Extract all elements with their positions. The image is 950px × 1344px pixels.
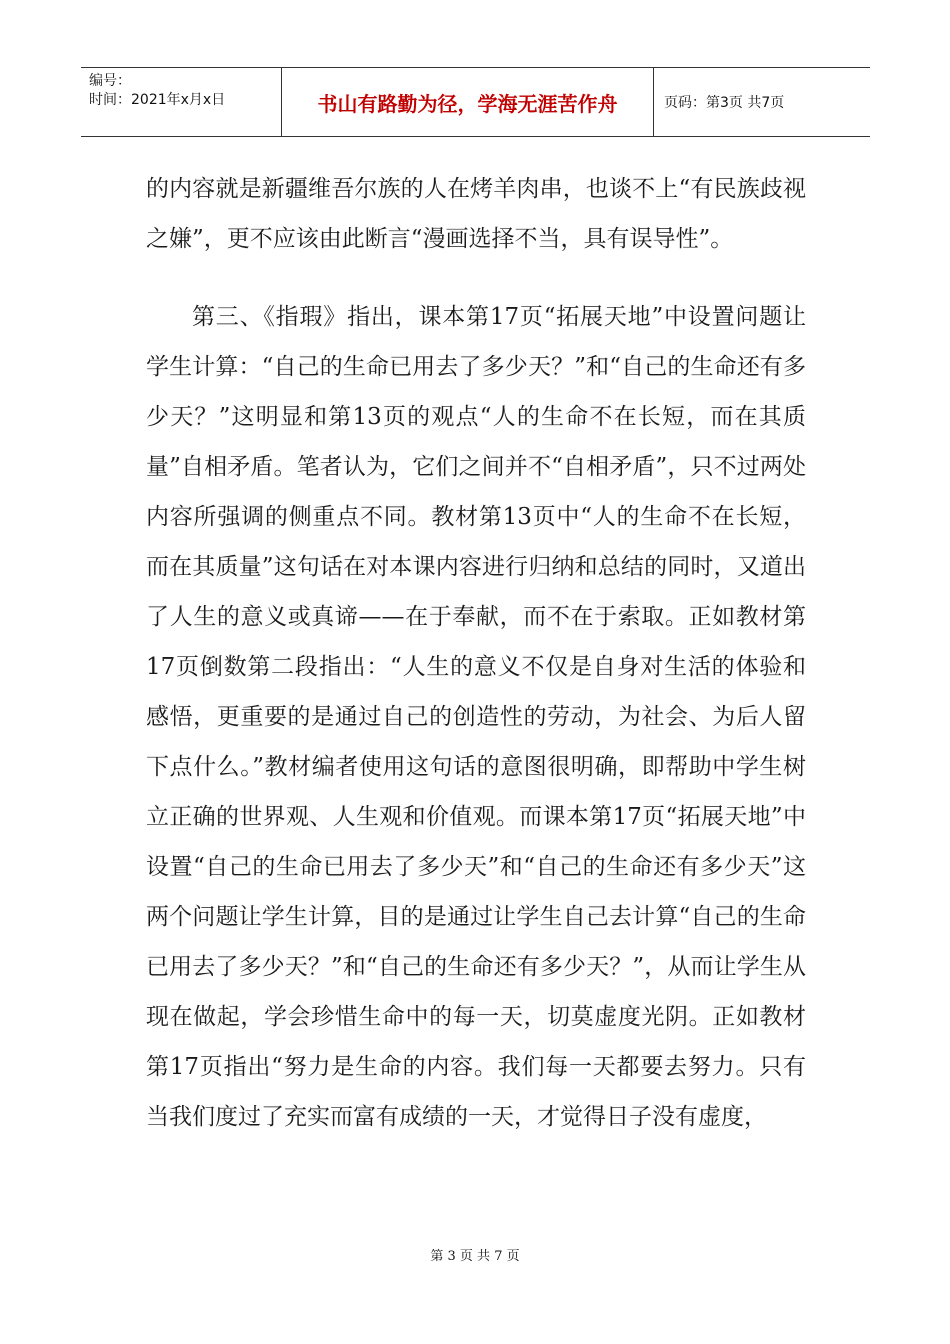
header-meta (81, 68, 282, 136)
document-body (146, 164, 806, 1142)
page-footer: 第 3 页 共 7 页 (430, 1249, 520, 1264)
header-motto: 书山有路勤为径，学海无涯苦作舟 (282, 68, 654, 136)
header-page-info: 页码：第3页 共7页 (664, 95, 785, 111)
number-label: 编号： (89, 73, 131, 89)
paragraph: 第三、《指瑕》指出，课本第17页“拓展天地”中设置问题让学生计算：“自己的生命已用去了多少天？”和“自己的生命还有多少天？”这明显和第13页的观点“人的生命不在长短，而在其质量”自相矛盾。笔者认为，它们之间并不“自相矛盾”，只不过两处内容所强调的侧重点不同。教材第13页中“人的生命不在长短，而在其质量”这句话在对本课内容进行归纳和总结的同时，又道出了人生的意义或真谛——在于奉献，而不在于索取。正如教材第17页倒数第二段指出：“人生的意义不仅是自身对生活的体验和感悟，更重要的是通过自己的创造性的劳动，为社会、为后人留下点什么。”教材编者使用这句话的意图很明确，即帮助中学生树立正确的世界观、人生观和价值观。而课本第17页“拓展天地”中设置“自己的生命已用去了多少天”和“自己的生命还有多少天”这两个问题让学生计算，目的是通过让学生自己去计算“自己的生命已用去了多少天？”和“自己的生命还有多少天？”，从而让学生从现在做起，学会珍惜生命中的每一天，切莫虚度光阴。正如教材第17页指出“努力是生命的内容。我们每一天都要去努力。只有当我们度过了充实而富有成绩的一天，才觉得日子没有虚度， (146, 304, 806, 1130)
date-label: 时间：2021年x月x日 (89, 92, 226, 108)
page-header (81, 67, 870, 137)
paragraph: 的内容就是新疆维吾尔族的人在烤羊肉串，也谈不上“有民族歧视之嫌”，更不应该由此断言“漫画选择不当，具有误导性”。 (146, 176, 806, 252)
